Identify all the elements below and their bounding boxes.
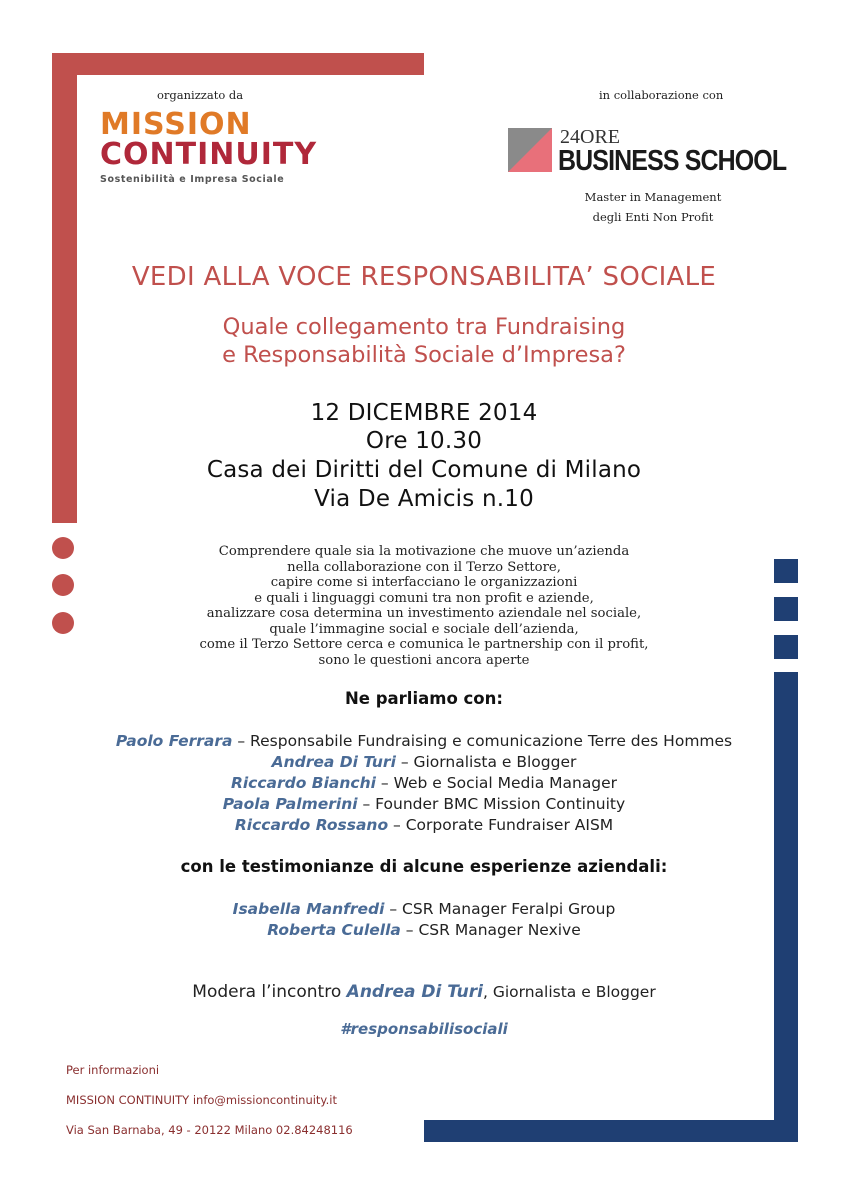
speaker-role: – Giornalista e Blogger [395,753,577,771]
speaker-name: Paolo Ferrara [115,732,233,750]
mc-logo-line1: MISSION [100,107,252,142]
description-line: sono le questioni ancora aperte [318,653,530,668]
master-line-2: degli Enti Non Profit [592,210,714,224]
testimonial-row [0,921,848,939]
moderator-line [0,982,848,1002]
subtitle-line-1: Quale collegamento tra Fundraising [222,314,626,340]
organized-by-label: organizzato da [157,88,244,102]
testimonial-name: Roberta Culella [267,921,401,939]
description-line: e quali i linguaggi comuni tra non profit e aziende, [254,591,594,606]
business-school-mark-icon [508,128,552,172]
speaker-row [0,753,848,771]
description-line: nella collaborazione con il Terzo Settore, [287,560,561,575]
testimonial-role: – CSR Manager Feralpi Group [384,900,616,918]
speaker-row [0,816,848,834]
speaker-role: – Responsabile Fundraising e comunicazione Terre des Hommes [232,732,733,750]
footer-address: Via San Barnaba, 49 - 20122 Milano 02.84248116 [66,1123,353,1137]
speaker-role: – Corporate Fundraiser AISM [388,816,614,834]
speaker-role: – Web e Social Media Manager [375,774,618,792]
page-title: VEDI ALLA VOCE RESPONSABILITA’ SOCIALE [131,262,717,292]
speaker-name: Riccardo Bianchi [230,774,376,792]
testimonials-heading: con le testimonianze di alcune esperienze aziendali: [180,857,668,876]
description-line: come il Terzo Settore cerca e comunica le partnership con il profit, [199,637,649,652]
master-line-1: Master in Management [584,190,722,204]
event-address: Via De Amicis n.10 [314,486,534,512]
hashtag: #responsabilisociali [340,1020,508,1038]
description-line: Comprendere quale sia la motivazione che muove un’azienda [218,544,630,559]
testimonial-name: Isabella Manfredi [232,900,385,918]
red-frame-top-bar [52,53,424,75]
24ore-business-school-logo [508,126,787,177]
testimonial-row [0,900,848,918]
speaker-row [0,795,848,813]
event-venue: Casa dei Diritti del Comune di Milano [206,457,642,483]
bs-logo-line2: BUSINESS SCHOOL [558,145,787,177]
footer-contact[interactable]: MISSION CONTINUITY info@missioncontinuity.it [66,1093,337,1107]
speaker-role: – Founder BMC Mission Continuity [357,795,626,813]
mission-continuity-logo [100,107,318,190]
description-line: quale l’immagine social e sociale dell’azienda, [269,622,579,637]
testimonial-role: – CSR Manager Nexive [400,921,581,939]
speaker-row [0,774,848,792]
speaker-name: Andrea Di Turi [271,753,396,771]
mc-logo-tagline: Sostenibilità e Impresa Sociale [100,174,285,185]
speaker-row [0,732,848,750]
speakers-heading: Ne parliamo con: [344,689,503,708]
event-date: 12 DICEMBRE 2014 [310,400,538,426]
speaker-name: Paola Palmerini [222,795,358,813]
blue-frame-bottom-bar [424,1120,798,1142]
moderator-name: Andrea Di Turi [346,982,483,1002]
subtitle-line-2: e Responsabilità Sociale d’Impresa? [222,342,626,368]
footer-info-label: Per informazioni [66,1063,160,1077]
speaker-name: Riccardo Rossano [234,816,389,834]
description-line: capire come si interfacciano le organizzazioni [270,575,578,590]
bs-logo-line1: 24ORE [560,126,620,148]
moderator-prefix: Modera l’incontro [192,982,347,1002]
description-line: analizzare cosa determina un investimento aziendale nel sociale, [206,606,642,621]
collaboration-label: in collaborazione con [599,88,724,102]
mc-logo-line2: CONTINUITY [100,137,318,172]
moderator-suffix: , Giornalista e Blogger [482,983,656,1001]
event-time: Ore 10.30 [365,428,483,454]
